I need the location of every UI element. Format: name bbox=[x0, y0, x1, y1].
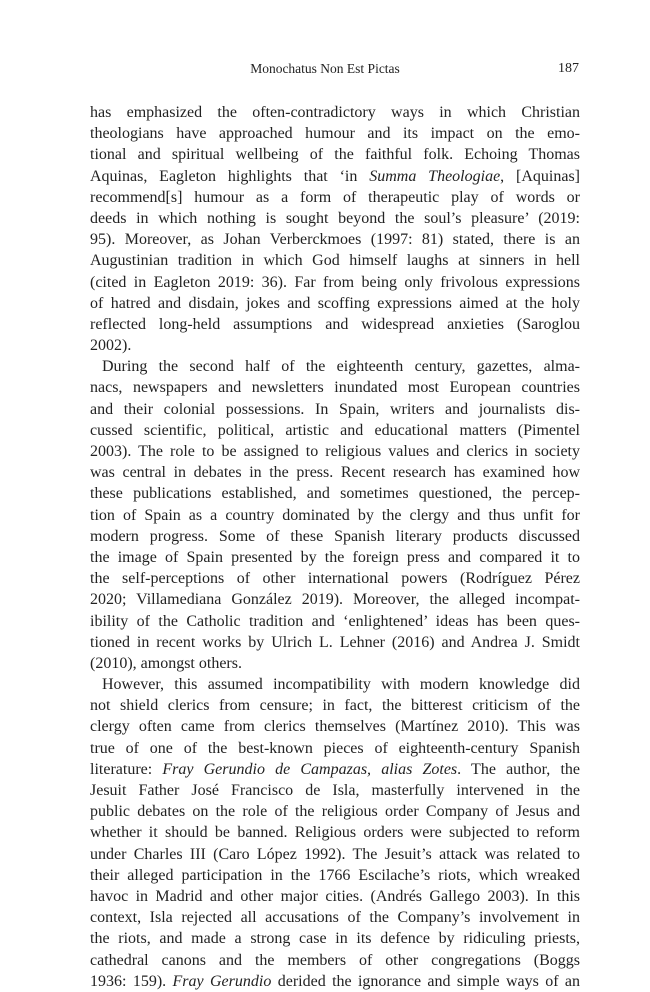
text-run: , [Aquinas] bbox=[500, 167, 581, 185]
running-title: Monochatus Non Est Pictas bbox=[250, 61, 400, 76]
body-text bbox=[90, 102, 580, 992]
text-line: 2003). The role to be assigned to religious values and clerics in society bbox=[90, 443, 580, 460]
italic-title: Fray Gerundio bbox=[172, 972, 272, 990]
text-line: 2020; Villamediana González 2019). Moreover, the alleged incompat- bbox=[90, 591, 580, 609]
text-line: under Charles III (Caro López 1992). The Jesuit’s attack was related to bbox=[90, 845, 580, 863]
text-line bbox=[90, 166, 580, 187]
text-line: context, Isla rejected all accusations of the Company’s involvement in bbox=[90, 909, 580, 927]
text-run: 1936: 159). bbox=[90, 972, 173, 990]
text-line: During the second half of the eighteenth century, gazettes, alma- bbox=[102, 358, 580, 376]
text-line: whether it should be banned. Religious orders were subjected to reform bbox=[90, 824, 580, 842]
text-line: tion of Spain as a country dominated by the clergy and thus unfit for bbox=[90, 506, 580, 524]
text-line: their alleged participation in the 1766 Escilache’s riots, which wreaked bbox=[90, 866, 580, 884]
text-line: tional and spiritual wellbeing of the faithful folk. Echoing Thomas bbox=[90, 146, 580, 164]
text-line: ibility of the Catholic tradition and ‘enlightened’ ideas has been ques- bbox=[90, 612, 580, 630]
text-line: modern progress. Some of these Spanish literary products discussed bbox=[90, 527, 580, 545]
text-line: cussed scientific, political, artistic and educational matters (Pimentel bbox=[90, 421, 580, 439]
text-run: . The author, the bbox=[457, 760, 581, 778]
text-run: derided the ignorance and simple ways of an bbox=[271, 972, 581, 990]
text-line: these publications established, and sometimes questioned, the percep- bbox=[90, 485, 580, 503]
text-line: havoc in Madrid and other major cities. (Andrés Gallego 2003). In this bbox=[90, 887, 580, 905]
text-line: cathedral canons and the members of other congregations (Boggs bbox=[90, 951, 580, 969]
page-number: 187 bbox=[558, 61, 579, 76]
text-line: Jesuit Father José Francisco de Isla, masterfully intervened in the bbox=[90, 782, 580, 799]
text-line: was central in debates in the press. Recent research has examined how bbox=[90, 464, 580, 482]
text-line: reflected long-held assumptions and widespread anxieties (Saroglou bbox=[90, 315, 580, 333]
text-line: the riots, and made a strong case in its defence by ridiculing priests, bbox=[90, 930, 580, 948]
text-run: Aquinas, Eagleton highlights that ‘in bbox=[90, 167, 370, 185]
text-line: the image of Spain presented by the foreign press and compared it to bbox=[90, 548, 580, 566]
text-run: literature: bbox=[90, 760, 163, 778]
text-line: Augustinian tradition in which God himself laughs at sinners in hell bbox=[90, 252, 580, 270]
text-line: However, this assumed incompatibility with modern knowledge did bbox=[102, 676, 580, 694]
text-line: the self-perceptions of other international powers (Rodríguez Pérez bbox=[90, 570, 580, 588]
text-line: clergy often came from clerics themselves (Martínez 2010). This was bbox=[90, 718, 580, 736]
text-line: (2010), amongst others. bbox=[90, 654, 242, 672]
text-line bbox=[90, 971, 580, 992]
text-line: 2002). bbox=[90, 337, 132, 355]
italic-title: Summa Theologiae bbox=[369, 167, 501, 185]
text-line: true of one of the best-known pieces of eighteenth-century Spanish bbox=[90, 739, 580, 757]
text-line: 95). Moreover, as Johan Verberckmoes (1997: 81) stated, there is an bbox=[90, 231, 580, 249]
running-head bbox=[0, 61, 650, 81]
text-line: and their colonial possessions. In Spain, writers and journalists dis- bbox=[90, 400, 580, 418]
text-line: theologians have approached humour and its impact on the emo- bbox=[90, 125, 580, 143]
text-line: has emphasized the often-contradictory ways in which Christian bbox=[90, 104, 580, 121]
text-line: (cited in Eagleton 2019: 36). Far from being only frivolous expressions bbox=[90, 273, 580, 291]
text-line bbox=[90, 759, 580, 780]
text-line: public debates on the role of the religious order Company of Jesus and bbox=[90, 803, 580, 821]
text-line: nacs, newspapers and newsletters inundated most European countries bbox=[90, 379, 580, 397]
text-line: not shield clerics from censure; in fact, the bitterest criticism of the bbox=[90, 697, 580, 715]
italic-title: Fray Gerundio de Campazas, alias Zotes bbox=[162, 760, 458, 778]
text-line: of hatred and disdain, jokes and scoffing expressions aimed at the holy bbox=[90, 294, 580, 312]
text-line: tioned in recent works by Ulrich L. Lehner (2016) and Andrea J. Smidt bbox=[90, 633, 580, 651]
text-line: recommend[s] humour as a form of therapeutic play of words or bbox=[90, 188, 580, 206]
text-line: deeds in which nothing is sought beyond the soul’s pleasure’ (2019: bbox=[90, 209, 580, 227]
